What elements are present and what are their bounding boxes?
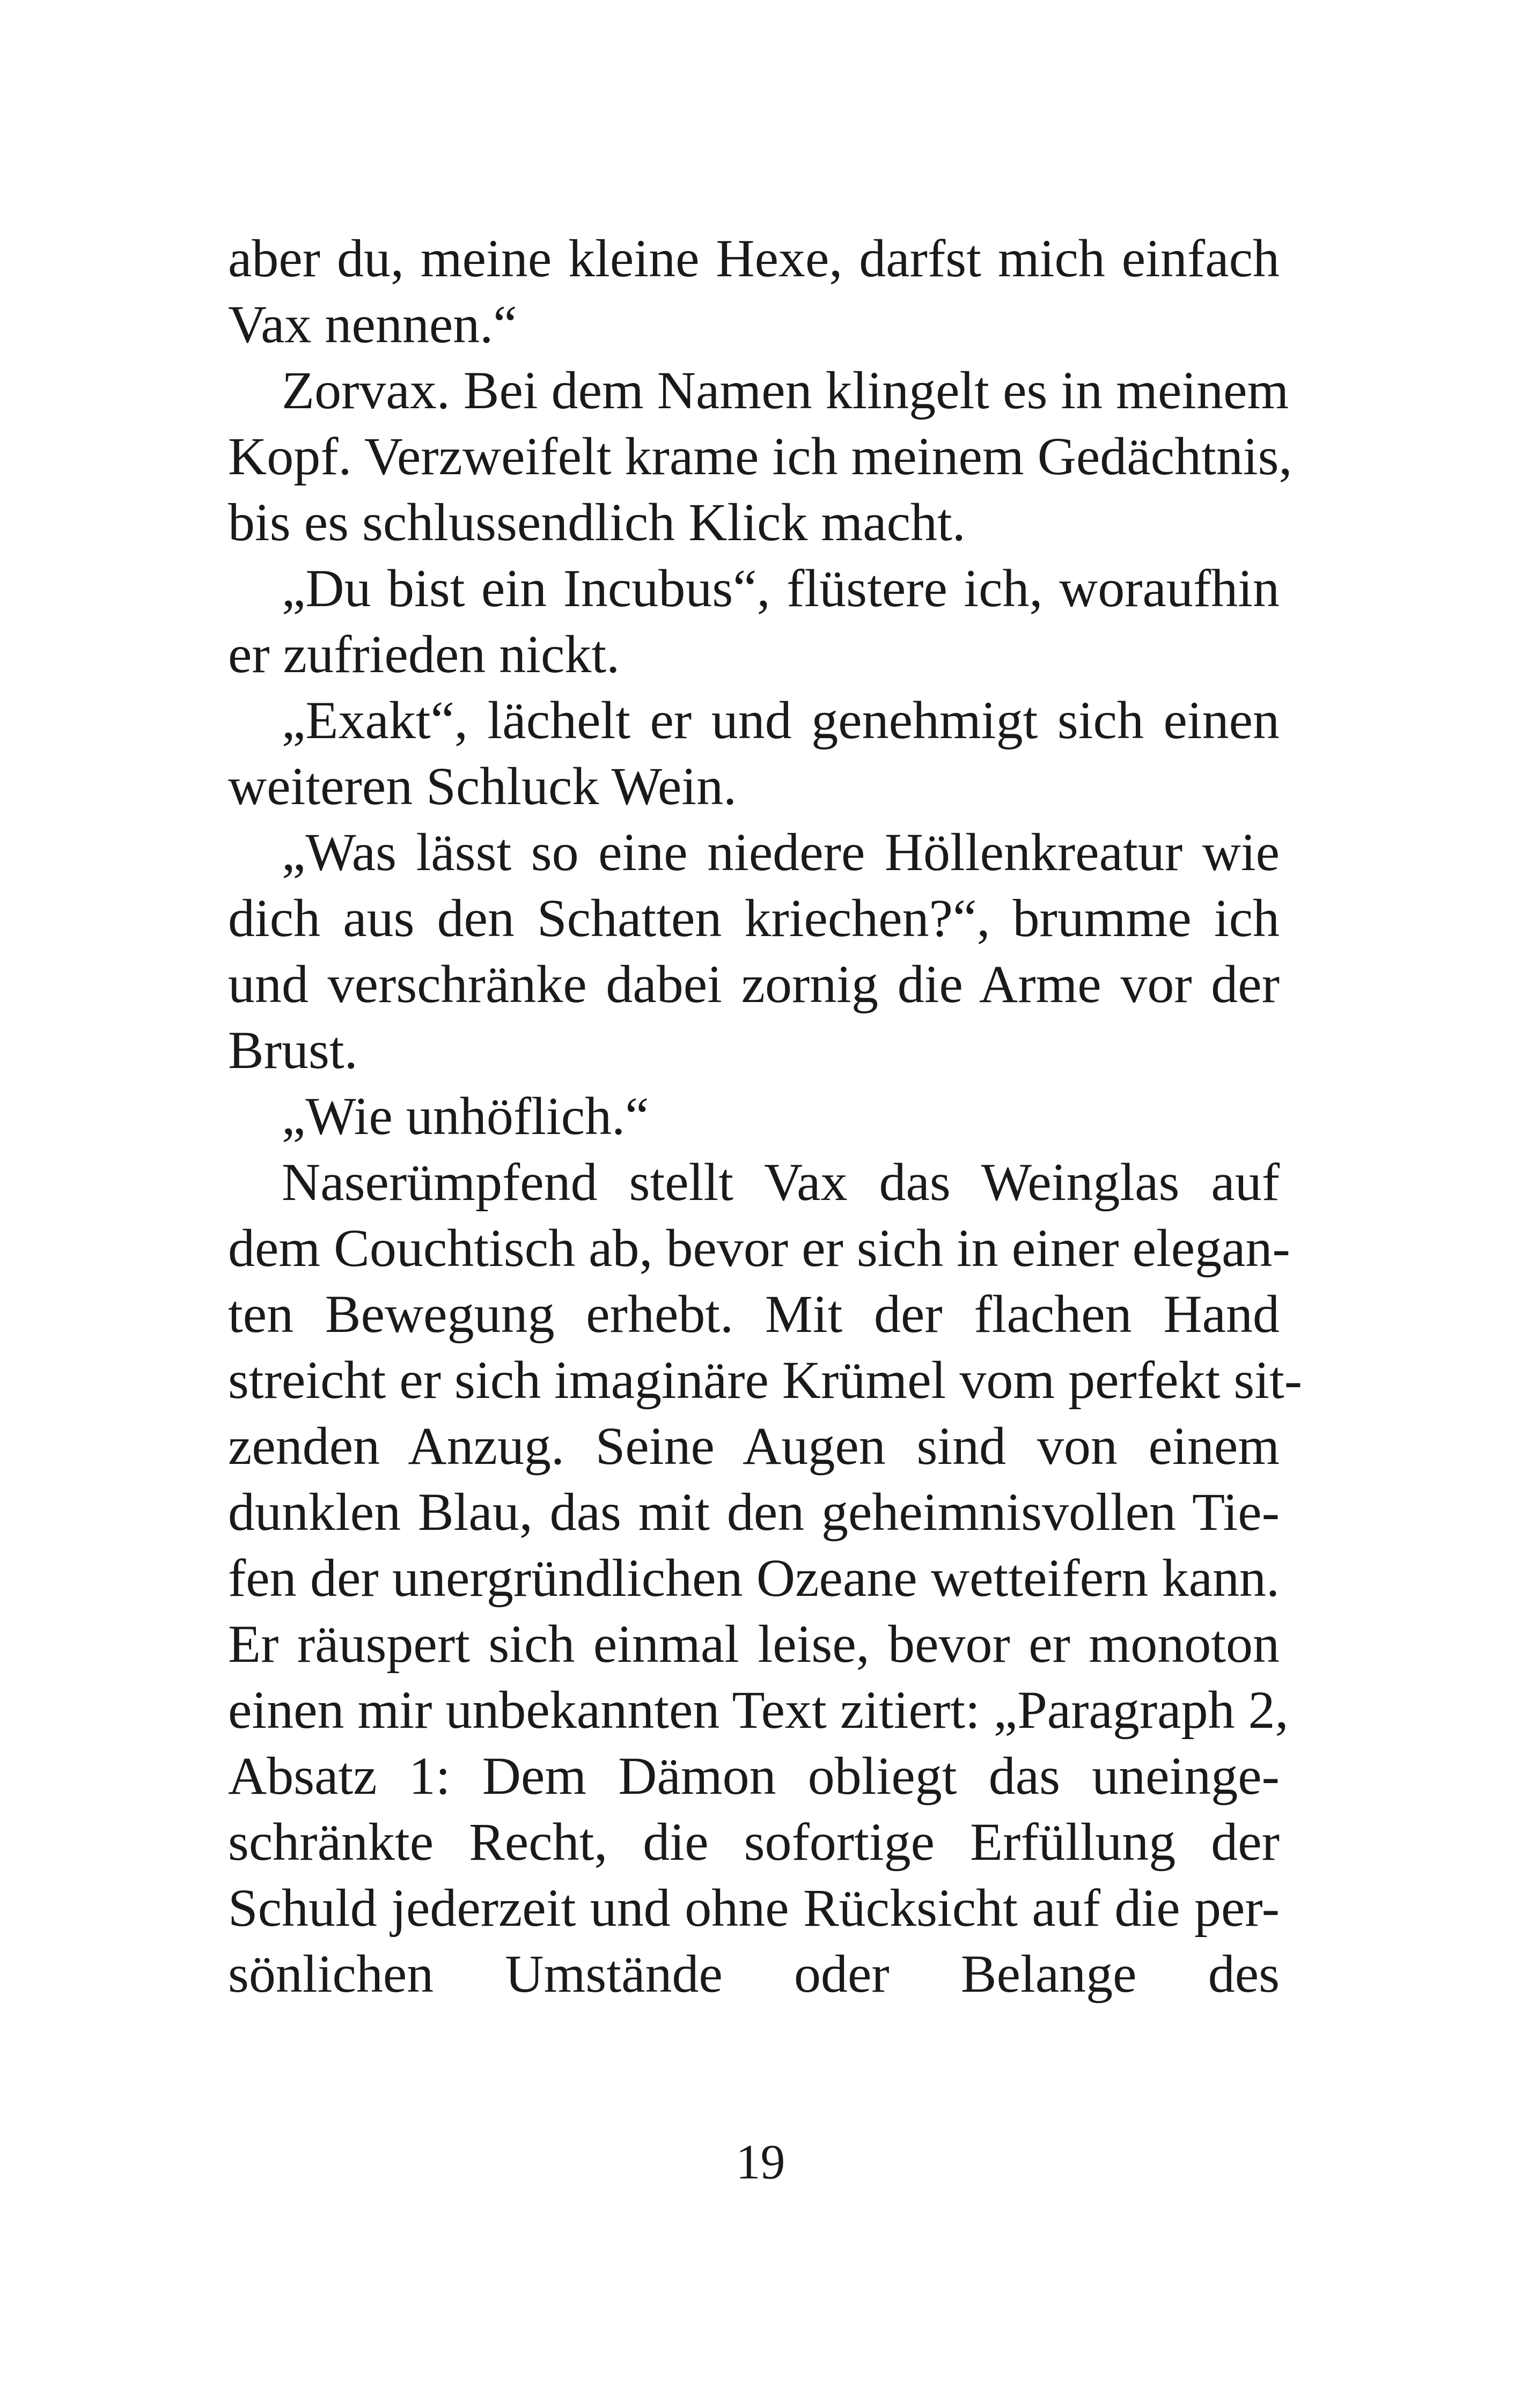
text-line: Brust. — [228, 1020, 358, 1080]
text-line: er zufrieden nickt. — [228, 624, 620, 684]
text-line: „Du bist ein Incubus“, flüstere ich, woraufhin — [282, 558, 1280, 618]
text-line: schränkte Recht, die sofortige Erfüllung der — [228, 1812, 1280, 1872]
text-line: Kopf. Verzweifelt krame ich meinem Gedächtnis, — [228, 426, 1292, 486]
text-line: Schuld jederzeit und ohne Rücksicht auf die per- — [228, 1878, 1280, 1938]
text-line: dich aus den Schatten kriechen?“, brumme ich — [228, 888, 1280, 948]
text-line: und verschränke dabei zornig die Arme vor der — [228, 954, 1280, 1014]
body-text — [228, 225, 1303, 2007]
text-line: sönlichen Umstände oder Belange des — [228, 1944, 1280, 2004]
text-line: aber du, meine kleine Hexe, darfst mich einfach — [228, 229, 1280, 288]
text-line: ten Bewegung erhebt. Mit der flachen Hand — [228, 1284, 1280, 1344]
text-line: Naserümpfend stellt Vax das Weinglas auf — [282, 1152, 1280, 1212]
text-line: bis es schlussendlich Klick macht. — [228, 492, 966, 552]
text-line: „Exakt“, lächelt er und genehmigt sich einen — [282, 690, 1280, 750]
text-line: streicht er sich imaginäre Krümel vom perfekt sit- — [228, 1350, 1303, 1410]
text-line: Absatz 1: Dem Dämon obliegt das uneinge- — [228, 1746, 1280, 1806]
text-line: weiteren Schluck Wein. — [228, 756, 737, 816]
text-line: zenden Anzug. Seine Augen sind von einem — [228, 1416, 1280, 1476]
text-line: dem Couchtisch ab, bevor er sich in einer elegan- — [228, 1218, 1290, 1278]
text-line: „Wie unhöflich.“ — [282, 1086, 649, 1146]
text-line: dunklen Blau, das mit den geheimnisvollen Tie- — [228, 1482, 1280, 1542]
text-line: „Was lässt so eine niedere Höllenkreatur wie — [282, 822, 1280, 882]
text-line: einen mir unbekannten Text zitiert: „Paragraph 2, — [228, 1680, 1289, 1740]
text-line: fen der unergründlichen Ozeane wetteifern kann. — [228, 1548, 1280, 1608]
text-line: Vax nennen.“ — [228, 294, 517, 354]
text-line: Er räuspert sich einmal leise, bevor er monoton — [228, 1614, 1280, 1674]
page-number: 19 — [736, 2134, 785, 2189]
text-line: Zorvax. Bei dem Namen klingelt es in meinem — [282, 360, 1289, 420]
